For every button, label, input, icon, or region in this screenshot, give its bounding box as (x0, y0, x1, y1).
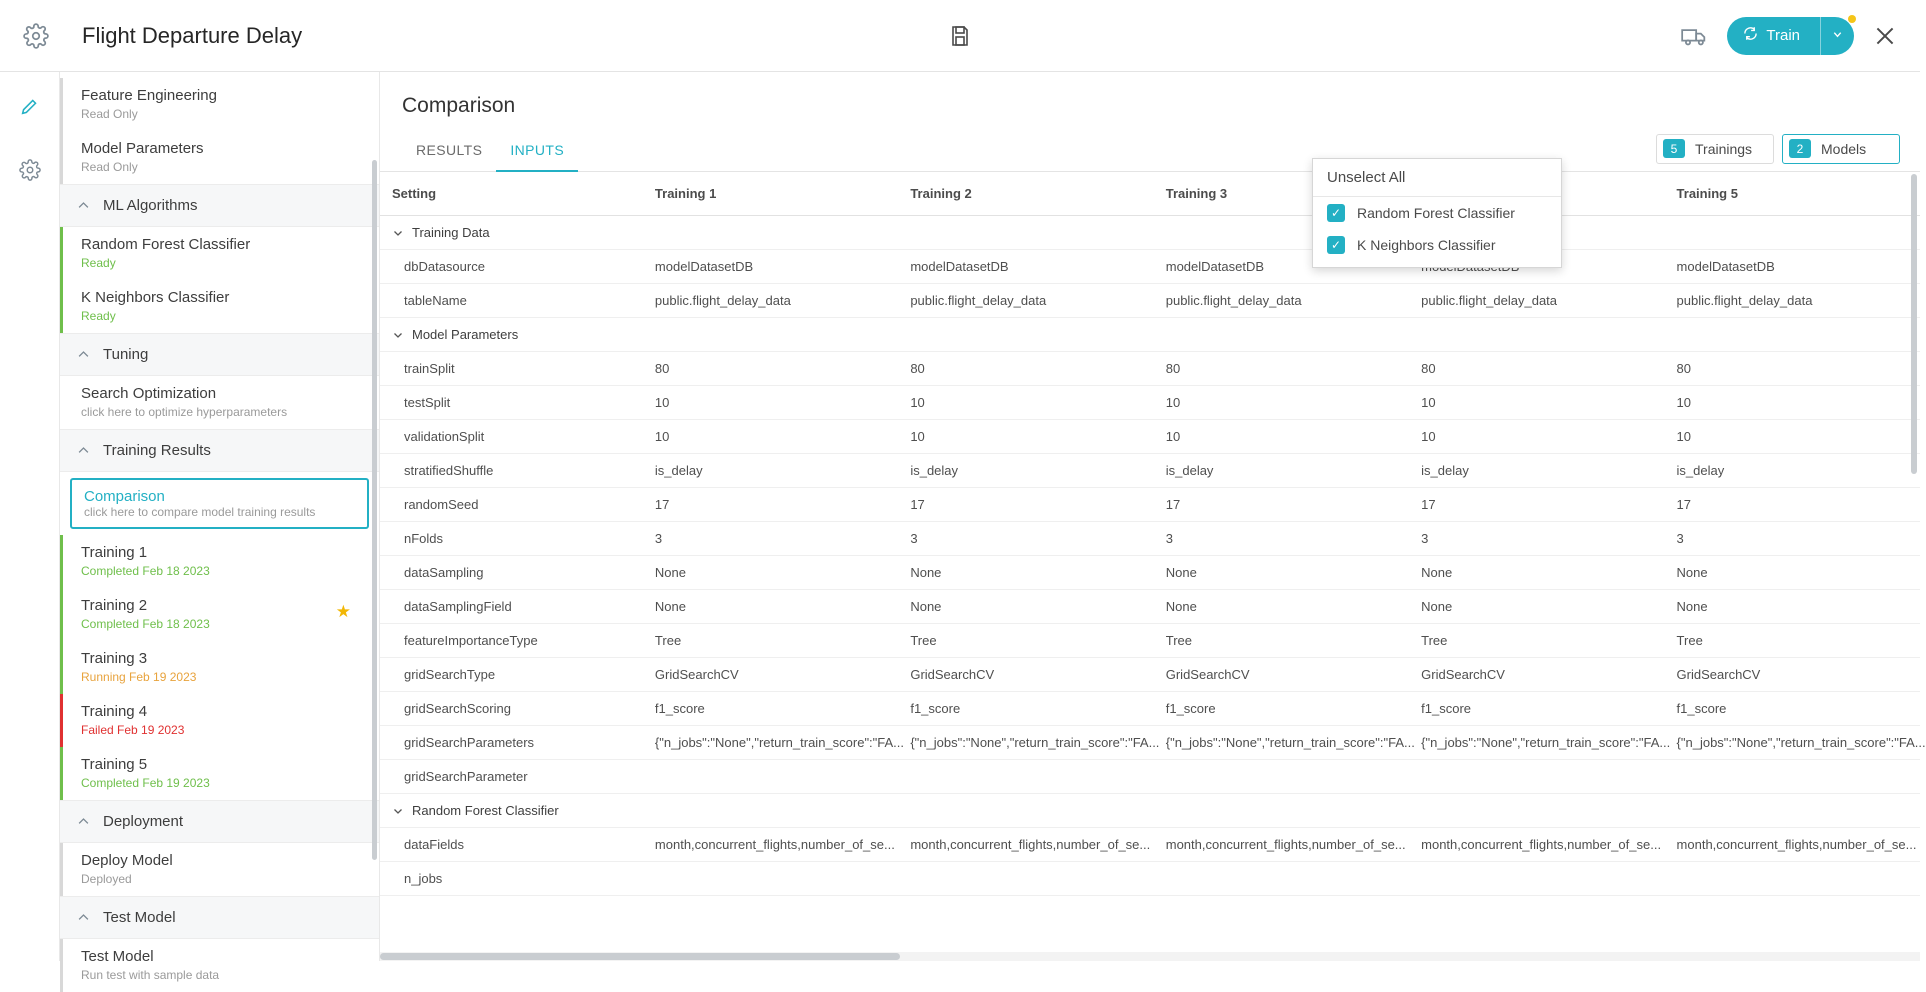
chevron-down-icon (1832, 29, 1843, 43)
cell-value: None (898, 590, 1153, 624)
setting-name: dataFields (380, 828, 643, 862)
edit-pencil-icon (19, 95, 41, 122)
table-vertical-scrollbar-thumb[interactable] (1911, 174, 1917, 474)
table-row (380, 556, 1920, 590)
sidebar-item-model-parameters[interactable] (60, 131, 379, 184)
checkbox-checked-icon[interactable]: ✓ (1327, 236, 1345, 254)
cell-value: is_delay (898, 454, 1153, 488)
table-row (380, 454, 1920, 488)
cell-value: 10 (1665, 386, 1920, 420)
cell-value: is_delay (1665, 454, 1920, 488)
cell-value: Tree (898, 624, 1153, 658)
sidebar-item-subtitle: click here to optimize hyperparameters (81, 405, 288, 419)
sidebar-item-subtitle: Read Only (81, 160, 138, 174)
top-bar (0, 0, 1920, 72)
cell-value: Tree (1409, 624, 1664, 658)
cell-value: modelDatasetDB (898, 250, 1153, 284)
sidebar-section-label: Training Results (103, 442, 211, 459)
sidebar-item-training-2[interactable] (60, 588, 379, 641)
trainings-filter-pill[interactable] (1656, 134, 1774, 164)
chevron-up-icon (76, 198, 91, 213)
star-icon[interactable]: ★ (335, 602, 351, 621)
cell-value: GridSearchCV (1154, 658, 1409, 692)
cell-value: 17 (643, 488, 898, 522)
unselect-all-button[interactable]: Unselect All (1313, 159, 1561, 197)
cell-value: 17 (1154, 488, 1409, 522)
sidebar-item-training-5[interactable] (60, 747, 379, 800)
sidebar-item-search-optimization[interactable] (60, 376, 379, 429)
cell-value: None (643, 556, 898, 590)
column-header-training-5[interactable]: Training 5 (1665, 172, 1920, 216)
table-row (380, 250, 1920, 284)
cell-value: Tree (1154, 624, 1409, 658)
sidebar-scrollbar[interactable] (372, 160, 377, 860)
table-group-label: Random Forest Classifier (412, 803, 559, 818)
settings-gear-icon[interactable] (0, 0, 72, 72)
cell-value: f1_score (898, 692, 1153, 726)
column-header-training-2[interactable]: Training 2 (898, 172, 1153, 216)
cell-value: GridSearchCV (643, 658, 898, 692)
setting-name: randomSeed (380, 488, 643, 522)
sidebar-item-subtitle: Ready (81, 309, 116, 323)
comparison-table-wrapper (380, 172, 1926, 961)
delivery-truck-icon[interactable] (1681, 22, 1709, 50)
chevron-down-icon (392, 805, 404, 817)
cell-value: {"n_jobs":"None","return_train_score":"FA... (1154, 726, 1409, 760)
cell-value: 3 (1665, 522, 1920, 556)
checkbox-checked-icon[interactable]: ✓ (1327, 204, 1345, 222)
cell-value (1409, 862, 1664, 896)
cell-value: 10 (643, 420, 898, 454)
dropdown-item-label: K Neighbors Classifier (1357, 237, 1496, 253)
cell-value: public.flight_delay_data (643, 284, 898, 318)
setting-name: dbDatasource (380, 250, 643, 284)
cell-value: None (898, 556, 1153, 590)
table-row (380, 488, 1920, 522)
sidebar-item-subtitle: Read Only (81, 107, 138, 121)
cell-value (1665, 862, 1920, 896)
dropdown-item-k-neighbors-classifier[interactable] (1313, 229, 1561, 261)
sidebar-item-deploy-model[interactable] (60, 843, 379, 896)
cell-value (643, 760, 898, 794)
save-disk-icon[interactable] (948, 24, 972, 48)
sidebar-item-k-neighbors-classifier[interactable] (60, 280, 379, 333)
cell-value: 10 (898, 386, 1153, 420)
cell-value: f1_score (1665, 692, 1920, 726)
sidebar-item-subtitle: Run test with sample data (81, 968, 220, 982)
cell-value: None (1154, 590, 1409, 624)
chevron-up-icon (76, 910, 91, 925)
sidebar-item-title: K Neighbors Classifier (81, 289, 230, 306)
tab-inputs[interactable]: INPUTS (496, 130, 578, 172)
setting-name: gridSearchType (380, 658, 643, 692)
column-header-training-1[interactable]: Training 1 (643, 172, 898, 216)
setting-name: gridSearchParameter (380, 760, 643, 794)
cell-value: {"n_jobs":"None","return_train_score":"FA... (643, 726, 898, 760)
cell-value: month,concurrent_flights,number_of_se... (1154, 828, 1409, 862)
sidebar-item-comparison[interactable] (70, 478, 369, 529)
sidebar-section-training-results[interactable] (60, 429, 379, 472)
setting-name: gridSearchScoring (380, 692, 643, 726)
chevron-up-icon (76, 347, 91, 362)
sidebar-item-title: Model Parameters (81, 140, 204, 157)
train-button-label: Train (1766, 27, 1800, 44)
refresh-icon (1743, 26, 1758, 45)
cell-value: 80 (898, 352, 1153, 386)
cell-value: month,concurrent_flights,number_of_se... (898, 828, 1153, 862)
cell-value: modelDatasetDB (643, 250, 898, 284)
cell-value: f1_score (643, 692, 898, 726)
sidebar-item-title: Training 5 (81, 756, 148, 773)
chevron-down-icon (392, 329, 404, 341)
app-title: Flight Departure Delay (82, 22, 303, 48)
table-row (380, 726, 1920, 760)
setting-name: testSplit (380, 386, 643, 420)
sidebar-item-title: Feature Engineering (81, 87, 217, 104)
sidebar-item-training-1[interactable] (60, 535, 379, 588)
sidebar-section-tuning[interactable] (60, 333, 379, 376)
sidebar-item-title: Training 1 (81, 544, 148, 561)
cell-value: 80 (643, 352, 898, 386)
cell-value: Tree (1665, 624, 1920, 658)
sidebar-item-random-forest-classifier[interactable] (60, 227, 379, 280)
table-group-label: Training Data (412, 225, 490, 240)
top-bar-center (948, 0, 972, 72)
cell-value: f1_score (1154, 692, 1409, 726)
table-row (380, 828, 1920, 862)
cell-value: None (1409, 590, 1664, 624)
sidebar-item-title: Test Model (81, 948, 154, 965)
cell-value (643, 862, 898, 896)
setting-name: featureImportanceType (380, 624, 643, 658)
table-row (380, 692, 1920, 726)
sidebar-section-test-model[interactable] (60, 896, 379, 939)
tab-bar (380, 130, 1920, 172)
chevron-up-icon (76, 814, 91, 829)
cell-value (1154, 760, 1409, 794)
cell-value: 17 (1409, 488, 1664, 522)
train-button[interactable] (1727, 17, 1820, 55)
cell-value: 17 (898, 488, 1153, 522)
cell-value: 3 (1409, 522, 1664, 556)
table-vertical-scrollbar[interactable] (1909, 172, 1919, 961)
sidebar-section-ml-algorithms[interactable] (60, 184, 379, 227)
train-notification-dot (1848, 15, 1856, 23)
sidebar-section-deployment[interactable] (60, 800, 379, 843)
cell-value (1154, 862, 1409, 896)
sidebar-item-title: Training 3 (81, 650, 148, 667)
cell-value: 80 (1665, 352, 1920, 386)
sidebar-item-title: Training 2 (81, 597, 148, 614)
models-filter-pill[interactable] (1782, 134, 1900, 164)
table-row (380, 522, 1920, 556)
filter-pills (1656, 134, 1900, 168)
cell-value: GridSearchCV (898, 658, 1153, 692)
dropdown-item-random-forest-classifier[interactable] (1313, 197, 1561, 229)
cell-value: None (1665, 556, 1920, 590)
icon-rail (0, 72, 60, 961)
table-group-row[interactable] (380, 216, 1920, 250)
train-button-group (1727, 17, 1854, 55)
sidebar-item-subtitle: click here to compare model training results (84, 505, 316, 519)
cell-value: GridSearchCV (1665, 658, 1920, 692)
cell-value: 10 (898, 420, 1153, 454)
trainings-pill-label: Trainings (1695, 140, 1753, 157)
cell-value: modelDatasetDB (1665, 250, 1920, 284)
setting-name: dataSampling (380, 556, 643, 590)
sidebar-section-label: Deployment (103, 813, 184, 830)
sidebar-item-title: Comparison (84, 488, 165, 505)
cell-value: 17 (1665, 488, 1920, 522)
cell-value: month,concurrent_flights,number_of_se... (1665, 828, 1920, 862)
models-pill-label: Models (1821, 140, 1867, 157)
top-bar-right (1681, 17, 1920, 55)
cell-value: public.flight_delay_data (1409, 284, 1664, 318)
chevron-up-icon (76, 443, 91, 458)
cell-value: {"n_jobs":"None","return_train_score":"FA... (1409, 726, 1664, 760)
column-header-training-3[interactable]: Training 3 (1154, 172, 1409, 216)
cell-value: is_delay (1409, 454, 1664, 488)
table-row (380, 284, 1920, 318)
table-header-row (380, 172, 1920, 216)
cell-value: 10 (1409, 386, 1664, 420)
top-bar-left (0, 0, 302, 72)
table-row (380, 658, 1920, 692)
table-group-label: Model Parameters (412, 327, 519, 342)
app-body (0, 72, 1926, 982)
cell-value: modelDatasetDB (1154, 250, 1409, 284)
cell-value: is_delay (1154, 454, 1409, 488)
cell-value: 80 (1154, 352, 1409, 386)
sidebar-item-subtitle: Running Feb 19 2023 (81, 670, 197, 684)
cell-value: 10 (1154, 420, 1409, 454)
cell-value (898, 760, 1153, 794)
cell-value: month,concurrent_flights,number_of_se... (643, 828, 898, 862)
sidebar-item-subtitle: Deployed (81, 872, 132, 886)
cell-value: {"n_jobs":"None","return_train_score":"FA... (1665, 726, 1920, 760)
setting-name: trainSplit (380, 352, 643, 386)
chevron-down-icon (392, 227, 404, 239)
models-dropdown-menu (1312, 158, 1562, 268)
trainings-count-badge: 5 (1663, 139, 1685, 158)
table-row (380, 862, 1920, 896)
tab-results[interactable]: RESULTS (416, 141, 483, 158)
cell-value: None (643, 590, 898, 624)
sidebar-item-subtitle: Completed Feb 18 2023 (81, 617, 210, 631)
table-row (380, 386, 1920, 420)
sidebar-item-feature-engineering[interactable] (60, 78, 379, 131)
setting-name: nFolds (380, 522, 643, 556)
cell-value: public.flight_delay_data (1665, 284, 1920, 318)
sidebar-item-training-3[interactable] (60, 641, 379, 694)
sidebar-item-subtitle: Completed Feb 18 2023 (81, 564, 210, 578)
main-panel (380, 72, 1926, 961)
comparison-table (380, 172, 1926, 896)
setting-name: dataSamplingField (380, 590, 643, 624)
cell-value: {"n_jobs":"None","return_train_score":"FA... (898, 726, 1153, 760)
cell-value: 10 (1665, 420, 1920, 454)
sidebar-section-label: Tuning (103, 346, 149, 363)
cell-value: month,concurrent_flights,number_of_se... (1409, 828, 1664, 862)
table-row (380, 590, 1920, 624)
table-row (380, 760, 1920, 794)
cell-value: public.flight_delay_data (898, 284, 1153, 318)
setting-name: stratifiedShuffle (380, 454, 643, 488)
cell-value: is_delay (643, 454, 898, 488)
sidebar-item-training-4[interactable] (60, 694, 379, 747)
sidebar-item-subtitle: Completed Feb 19 2023 (81, 776, 210, 790)
cell-value: public.flight_delay_data (1154, 284, 1409, 318)
rail-item-edit[interactable] (8, 86, 52, 130)
cell-value (1665, 760, 1920, 794)
sidebar-item-title: Training 4 (81, 703, 148, 720)
sidebar-section-label: Test Model (103, 909, 176, 926)
cell-value (898, 862, 1153, 896)
table-group-row[interactable] (380, 794, 1920, 828)
table-horizontal-scrollbar-thumb[interactable] (380, 953, 900, 960)
cell-value: 3 (643, 522, 898, 556)
cell-value: Tree (643, 624, 898, 658)
table-group-row[interactable] (380, 318, 1920, 352)
cell-value: 10 (1154, 386, 1409, 420)
sidebar-item-title: Deploy Model (81, 852, 173, 869)
cell-value: 10 (1409, 420, 1664, 454)
cell-value: f1_score (1409, 692, 1664, 726)
sidebar-section-label: ML Algorithms (103, 197, 198, 214)
table-row (380, 624, 1920, 658)
cell-value: 80 (1409, 352, 1664, 386)
cell-value: None (1409, 556, 1664, 590)
dropdown-item-label: Random Forest Classifier (1357, 205, 1515, 221)
setting-name: n_jobs (380, 862, 643, 896)
setting-name: tableName (380, 284, 643, 318)
cell-value (1409, 760, 1664, 794)
cell-value: None (1665, 590, 1920, 624)
models-count-badge: 2 (1789, 139, 1811, 158)
sidebar[interactable] (60, 72, 380, 982)
table-horizontal-scrollbar[interactable] (380, 952, 1920, 961)
table-row (380, 420, 1920, 454)
setting-name: gridSearchParameters (380, 726, 643, 760)
sidebar-item-title: Search Optimization (81, 385, 217, 402)
cell-value: None (1154, 556, 1409, 590)
setting-name: validationSplit (380, 420, 643, 454)
cell-value: 3 (1154, 522, 1409, 556)
sidebar-item-subtitle: Ready (81, 256, 116, 270)
rail-item-settings[interactable] (8, 150, 52, 194)
column-header-setting[interactable]: Setting (380, 172, 643, 216)
table-row (380, 352, 1920, 386)
sidebar-item-test-model[interactable] (60, 939, 379, 992)
cell-value: GridSearchCV (1409, 658, 1664, 692)
page-title: Comparison (402, 94, 516, 117)
cell-value: 10 (643, 386, 898, 420)
sidebar-item-subtitle: Failed Feb 19 2023 (81, 723, 185, 737)
close-x-icon[interactable] (1872, 23, 1898, 49)
settings-gear-icon (19, 159, 41, 186)
cell-value: 3 (898, 522, 1153, 556)
sidebar-item-title: Random Forest Classifier (81, 236, 251, 253)
